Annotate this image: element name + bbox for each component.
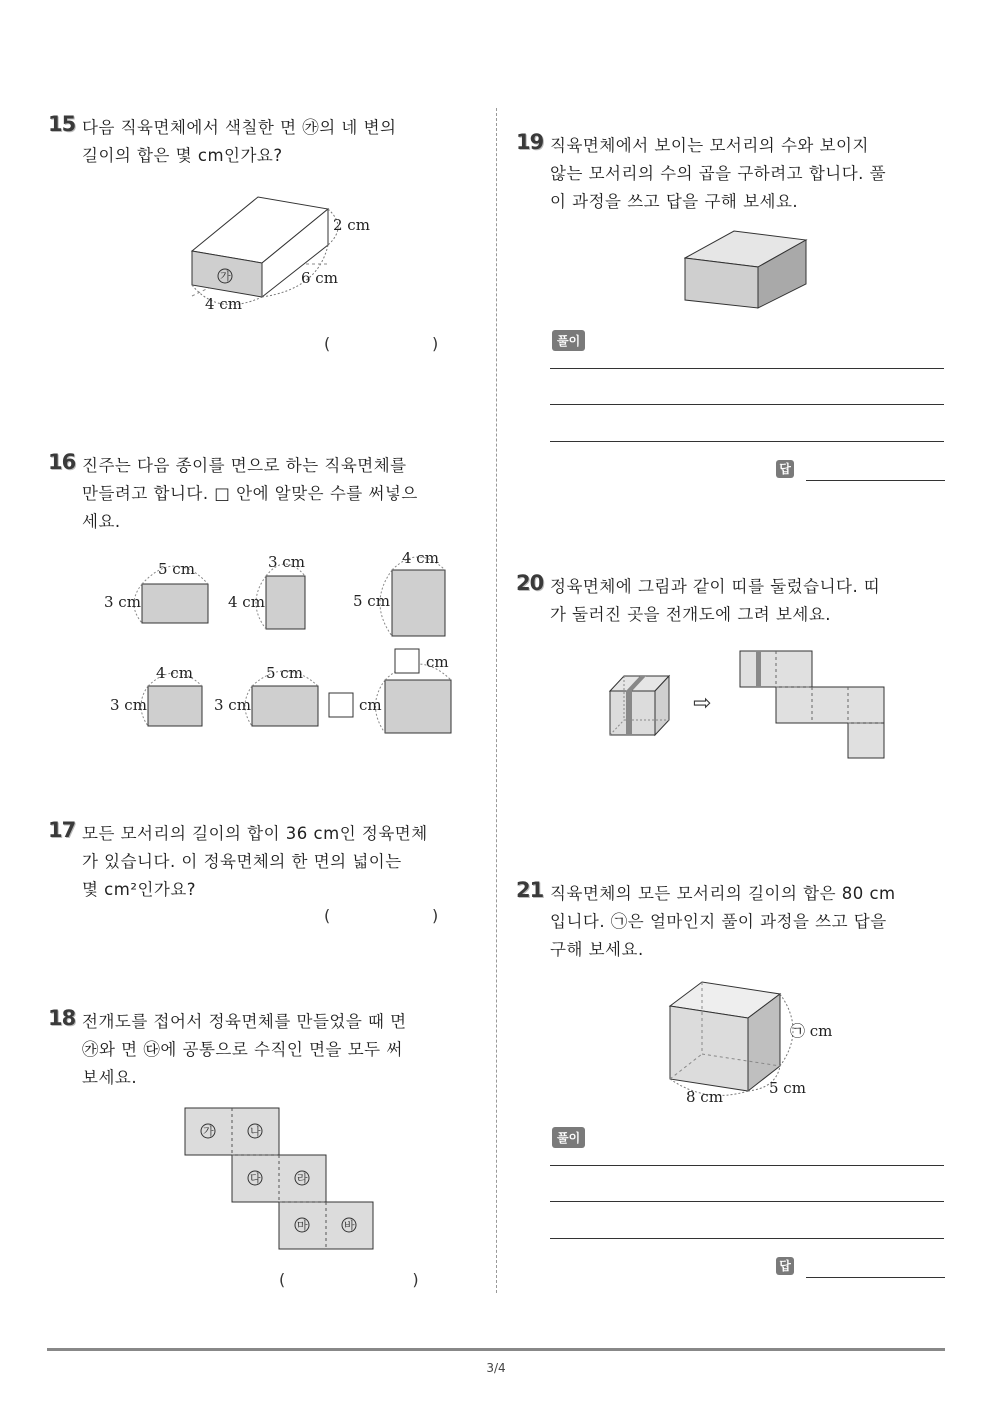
- answer-parentheses[interactable]: ( ): [324, 334, 439, 353]
- question-line: ㉮와 면 ㉰에 공통으로 수직인 면을 모두 써: [82, 1040, 403, 1059]
- rect-top-label: 4 cm: [156, 664, 193, 682]
- page-number: 3/4: [486, 1361, 506, 1375]
- rect-side-label: 3 cm: [104, 593, 141, 611]
- face-label: 나: [250, 1125, 261, 1138]
- question-text: [550, 132, 886, 216]
- face-label: 가: [220, 270, 231, 283]
- arrow-icon: ⇨: [693, 691, 712, 716]
- rect-top-label: 3 cm: [268, 553, 305, 571]
- rect-top-label: cm: [426, 653, 449, 671]
- height-label: 2 cm: [333, 216, 370, 234]
- question-16: [48, 452, 478, 752]
- question-15: [48, 114, 478, 364]
- question-number: 17: [48, 818, 76, 842]
- answer-line[interactable]: [806, 480, 945, 481]
- question-text: [82, 1008, 407, 1092]
- solution-line[interactable]: [550, 1201, 944, 1202]
- question-17: [48, 820, 478, 940]
- cuboid-figure: [646, 978, 866, 1113]
- question-number: 19: [516, 130, 544, 154]
- solution-badge: 풀이: [552, 1127, 585, 1148]
- question-line: 가 둘러진 곳을 전개도에 그려 보세요.: [550, 605, 832, 624]
- height-label: ㉠ cm: [790, 1022, 833, 1040]
- footer-rule: [47, 1348, 945, 1351]
- question-line: 만들려고 합니다. □ 안에 알맞은 수를 써넣으: [82, 484, 418, 503]
- question-number: 16: [48, 450, 76, 474]
- question-line: 않는 모서리의 수의 곱을 구하려고 합니다. 풀: [550, 164, 887, 183]
- rectangles-figure: [100, 548, 470, 738]
- face-label: 가: [203, 1125, 214, 1138]
- question-line: 다음 직육면체에서 색칠한 면 ㉮의 네 변의: [82, 118, 397, 137]
- question-line: 직육면체에서 보이는 모서리의 수와 보이지: [550, 136, 869, 155]
- question-text: [550, 880, 896, 964]
- question-line: 이 과정을 쓰고 답을 구해 보세요.: [550, 192, 799, 211]
- solution-line[interactable]: [550, 404, 944, 405]
- face-label: 라: [297, 1172, 308, 1185]
- question-line: 보세요.: [82, 1068, 138, 1087]
- question-21: [516, 880, 946, 1290]
- blank-box[interactable]: [395, 649, 419, 673]
- solution-line[interactable]: [550, 368, 944, 369]
- rect-side-label: 3 cm: [110, 696, 147, 714]
- question-number: 15: [48, 112, 76, 136]
- question-number: 20: [516, 571, 544, 595]
- face-label: 바: [344, 1219, 355, 1232]
- rect-top-label: 5 cm: [266, 664, 303, 682]
- question-line: 전개도를 접어서 정육면체를 만들었을 때 면: [82, 1012, 407, 1031]
- width-label: 8 cm: [686, 1088, 723, 1106]
- face-label: 마: [297, 1219, 308, 1232]
- solution-badge: 풀이: [552, 330, 585, 351]
- question-line: 진주는 다음 종이를 면으로 하는 직육면체를: [82, 456, 407, 475]
- answer-badge: 답: [776, 460, 794, 478]
- width-label: 4 cm: [205, 295, 242, 313]
- cube-net-figure: [739, 650, 887, 760]
- column-divider: [496, 108, 497, 1293]
- rect-side-label: 5 cm: [353, 592, 390, 610]
- rect-top-label: 5 cm: [158, 560, 195, 578]
- blank-box[interactable]: [329, 693, 353, 717]
- question-18: [48, 1008, 478, 1298]
- answer-badge: 답: [776, 1257, 794, 1275]
- answer-parentheses[interactable]: ( ): [324, 906, 439, 925]
- question-number: 18: [48, 1006, 76, 1030]
- question-text: [82, 114, 397, 170]
- face-label: 다: [250, 1172, 261, 1185]
- question-line: 길이의 합은 몇 cm인가요?: [82, 146, 283, 165]
- solution-line[interactable]: [550, 441, 944, 442]
- question-line: 모든 모서리의 길이의 합이 36 cm인 정육면체: [82, 824, 428, 843]
- solution-line[interactable]: [550, 1238, 944, 1239]
- depth-label: 6 cm: [301, 269, 338, 287]
- question-line: 세요.: [82, 512, 121, 531]
- question-19: [516, 132, 946, 492]
- rect-side-label: 4 cm: [228, 593, 265, 611]
- depth-label: 5 cm: [769, 1079, 806, 1097]
- question-text: [82, 452, 418, 536]
- question-text: [82, 820, 428, 904]
- solution-line[interactable]: [550, 1165, 944, 1166]
- cube-net-figure: [184, 1107, 379, 1253]
- rect-side-label: cm: [359, 696, 382, 714]
- question-line: 몇 cm²인가요?: [82, 880, 197, 899]
- answer-line[interactable]: [806, 1277, 945, 1278]
- question-text: [550, 573, 880, 629]
- rect-side-label: 3 cm: [214, 696, 251, 714]
- rect-top-label: 4 cm: [402, 549, 439, 567]
- question-number: 21: [516, 878, 544, 902]
- question-line: 직육면체의 모든 모서리의 길이의 합은 80 cm: [550, 884, 896, 903]
- cuboid-figure: [684, 230, 809, 310]
- question-line: 가 있습니다. 이 정육면체의 한 면의 넓이는: [82, 852, 402, 871]
- question-line: 정육면체에 그림과 같이 띠를 둘렀습니다. 띠: [550, 577, 881, 596]
- question-line: 구해 보세요.: [550, 940, 644, 959]
- banded-cube-figure: [608, 673, 673, 738]
- question-line: 입니다. ㉠은 얼마인지 풀이 과정을 쓰고 답을: [550, 912, 887, 931]
- cuboid-figure: [178, 189, 438, 319]
- answer-parentheses[interactable]: ( ): [279, 1270, 419, 1289]
- question-20: [516, 573, 946, 773]
